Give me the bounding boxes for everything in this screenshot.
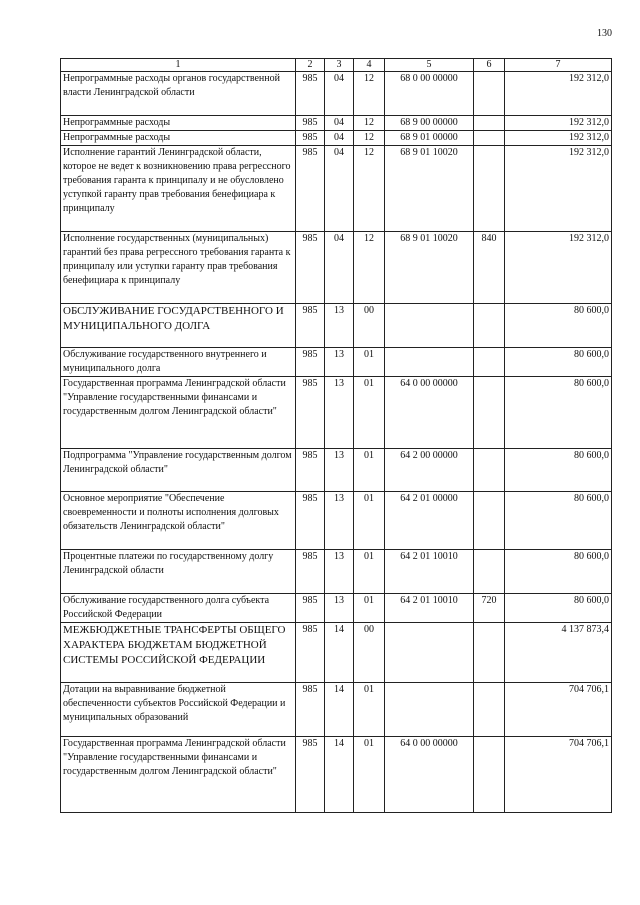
row-sum: 192 312,0 bbox=[505, 146, 612, 232]
table-row bbox=[61, 449, 612, 492]
row-rz: 13 bbox=[325, 550, 354, 594]
row-vr bbox=[474, 131, 505, 146]
col-header-2: 2 bbox=[296, 59, 325, 72]
row-csr bbox=[385, 304, 474, 348]
row-gr: 985 bbox=[296, 550, 325, 594]
row-name: Процентные платежи по государственному долгу Ленинградской области bbox=[61, 550, 296, 594]
col-header-7: 7 bbox=[505, 59, 612, 72]
row-rz: 04 bbox=[325, 232, 354, 304]
row-csr: 64 2 01 10010 bbox=[385, 550, 474, 594]
row-sum: 192 312,0 bbox=[505, 72, 612, 116]
row-name: Непрограммные расходы bbox=[61, 131, 296, 146]
row-vr bbox=[474, 348, 505, 377]
row-csr: 64 2 00 00000 bbox=[385, 449, 474, 492]
col-header-4: 4 bbox=[354, 59, 385, 72]
table-row bbox=[61, 72, 612, 116]
row-name: Непрограммные расходы органов государственной власти Ленинградской области bbox=[61, 72, 296, 116]
row-gr: 985 bbox=[296, 377, 325, 449]
row-name: Подпрограмма "Управление государственным долгом Ленинградской области" bbox=[61, 449, 296, 492]
row-sum: 80 600,0 bbox=[505, 377, 612, 449]
row-sum: 192 312,0 bbox=[505, 232, 612, 304]
row-sum: 704 706,1 bbox=[505, 683, 612, 737]
row-rz: 04 bbox=[325, 146, 354, 232]
row-name: Обслуживание государственного внутреннего и муниципального долга bbox=[61, 348, 296, 377]
row-gr: 985 bbox=[296, 116, 325, 131]
row-name: Исполнение гарантий Ленинградской области, которое не ведет к возникновению права регрессного требования гаранта к принципалу и не обусловлено уступкой гаранту прав требования бенефициара к принципалу bbox=[61, 146, 296, 232]
row-rz: 04 bbox=[325, 116, 354, 131]
row-vr bbox=[474, 449, 505, 492]
table-row bbox=[61, 116, 612, 131]
row-rz: 14 bbox=[325, 737, 354, 813]
header-row bbox=[61, 59, 612, 72]
row-rz: 13 bbox=[325, 348, 354, 377]
row-name: Государственная программа Ленинградской области "Управление государственными финансами и государственным долгом Ленинградской области" bbox=[61, 737, 296, 813]
row-vr bbox=[474, 72, 505, 116]
row-gr: 985 bbox=[296, 304, 325, 348]
row-csr bbox=[385, 683, 474, 737]
row-vr bbox=[474, 683, 505, 737]
row-vr bbox=[474, 304, 505, 348]
col-header-3: 3 bbox=[325, 59, 354, 72]
row-sum: 80 600,0 bbox=[505, 348, 612, 377]
row-pr: 12 bbox=[354, 72, 385, 116]
table-row bbox=[61, 146, 612, 232]
row-vr: 840 bbox=[474, 232, 505, 304]
row-name: Непрограммные расходы bbox=[61, 116, 296, 131]
table-row bbox=[61, 492, 612, 550]
row-pr: 01 bbox=[354, 348, 385, 377]
row-gr: 985 bbox=[296, 72, 325, 116]
page-number: 130 bbox=[597, 28, 612, 39]
row-csr: 64 0 00 00000 bbox=[385, 377, 474, 449]
table-row bbox=[61, 304, 612, 348]
row-name: Исполнение государственных (муниципальных) гарантий без права регрессного требования гаранта к принципалу или уступки гаранту прав требования бенефициара к принципалу bbox=[61, 232, 296, 304]
row-vr bbox=[474, 737, 505, 813]
row-name: Государственная программа Ленинградской области "Управление государственными финансами и государственным долгом Ленинградской области" bbox=[61, 377, 296, 449]
row-pr: 01 bbox=[354, 594, 385, 623]
row-rz: 13 bbox=[325, 594, 354, 623]
row-csr: 68 9 01 00000 bbox=[385, 131, 474, 146]
col-header-1: 1 bbox=[61, 59, 296, 72]
row-vr bbox=[474, 492, 505, 550]
row-rz: 14 bbox=[325, 623, 354, 683]
row-pr: 12 bbox=[354, 232, 385, 304]
row-gr: 985 bbox=[296, 131, 325, 146]
row-pr: 01 bbox=[354, 683, 385, 737]
row-pr: 00 bbox=[354, 304, 385, 348]
row-sum: 704 706,1 bbox=[505, 737, 612, 813]
row-name: Обслуживание государственного долга субъекта Российской Федерации bbox=[61, 594, 296, 623]
table-row bbox=[61, 737, 612, 813]
row-name: Дотации на выравнивание бюджетной обеспеченности субъектов Российской Федерации и муниципальных образований bbox=[61, 683, 296, 737]
row-csr: 64 2 01 00000 bbox=[385, 492, 474, 550]
table-row bbox=[61, 623, 612, 683]
table-row bbox=[61, 683, 612, 737]
row-rz: 04 bbox=[325, 131, 354, 146]
row-gr: 985 bbox=[296, 232, 325, 304]
row-sum: 4 137 873,4 bbox=[505, 623, 612, 683]
row-pr: 01 bbox=[354, 449, 385, 492]
row-rz: 04 bbox=[325, 72, 354, 116]
row-rz: 14 bbox=[325, 683, 354, 737]
row-sum: 80 600,0 bbox=[505, 550, 612, 594]
row-pr: 01 bbox=[354, 550, 385, 594]
budget-table bbox=[60, 58, 612, 813]
row-pr: 01 bbox=[354, 377, 385, 449]
row-pr: 00 bbox=[354, 623, 385, 683]
row-csr: 68 0 00 00000 bbox=[385, 72, 474, 116]
row-pr: 01 bbox=[354, 492, 385, 550]
row-gr: 985 bbox=[296, 449, 325, 492]
table-row bbox=[61, 348, 612, 377]
row-vr bbox=[474, 377, 505, 449]
table-row bbox=[61, 232, 612, 304]
row-gr: 985 bbox=[296, 737, 325, 813]
row-csr: 68 9 00 00000 bbox=[385, 116, 474, 131]
row-sum: 192 312,0 bbox=[505, 116, 612, 131]
row-gr: 985 bbox=[296, 348, 325, 377]
row-pr: 01 bbox=[354, 737, 385, 813]
row-name: ОБСЛУЖИВАНИЕ ГОСУДАРСТВЕННОГО И МУНИЦИПАЛЬНОГО ДОЛГА bbox=[61, 304, 296, 348]
row-rz: 13 bbox=[325, 304, 354, 348]
row-pr: 12 bbox=[354, 131, 385, 146]
row-sum: 192 312,0 bbox=[505, 131, 612, 146]
row-pr: 12 bbox=[354, 116, 385, 131]
row-rz: 13 bbox=[325, 449, 354, 492]
table-row bbox=[61, 550, 612, 594]
row-csr bbox=[385, 623, 474, 683]
row-vr bbox=[474, 116, 505, 131]
table-row bbox=[61, 594, 612, 623]
row-csr: 68 9 01 10020 bbox=[385, 232, 474, 304]
row-gr: 985 bbox=[296, 623, 325, 683]
row-csr bbox=[385, 348, 474, 377]
row-csr: 68 9 01 10020 bbox=[385, 146, 474, 232]
row-vr bbox=[474, 623, 505, 683]
row-name: МЕЖБЮДЖЕТНЫЕ ТРАНСФЕРТЫ ОБЩЕГО ХАРАКТЕРА БЮДЖЕТАМ БЮДЖЕТНОЙ СИСТЕМЫ РОССИЙСКОЙ ФЕДЕРАЦИИ bbox=[61, 623, 296, 683]
row-rz: 13 bbox=[325, 492, 354, 550]
row-csr: 64 2 01 10010 bbox=[385, 594, 474, 623]
row-vr: 720 bbox=[474, 594, 505, 623]
row-gr: 985 bbox=[296, 492, 325, 550]
row-vr bbox=[474, 550, 505, 594]
col-header-6: 6 bbox=[474, 59, 505, 72]
table-row bbox=[61, 131, 612, 146]
row-sum: 80 600,0 bbox=[505, 449, 612, 492]
row-sum: 80 600,0 bbox=[505, 492, 612, 550]
row-sum: 80 600,0 bbox=[505, 304, 612, 348]
row-rz: 13 bbox=[325, 377, 354, 449]
row-name: Основное мероприятие "Обеспечение своевременности и полноты исполнения долговых обязательств Ленинградской области" bbox=[61, 492, 296, 550]
row-pr: 12 bbox=[354, 146, 385, 232]
row-gr: 985 bbox=[296, 594, 325, 623]
col-header-5: 5 bbox=[385, 59, 474, 72]
row-sum: 80 600,0 bbox=[505, 594, 612, 623]
row-gr: 985 bbox=[296, 146, 325, 232]
row-vr bbox=[474, 146, 505, 232]
row-csr: 64 0 00 00000 bbox=[385, 737, 474, 813]
table-row bbox=[61, 377, 612, 449]
row-gr: 985 bbox=[296, 683, 325, 737]
